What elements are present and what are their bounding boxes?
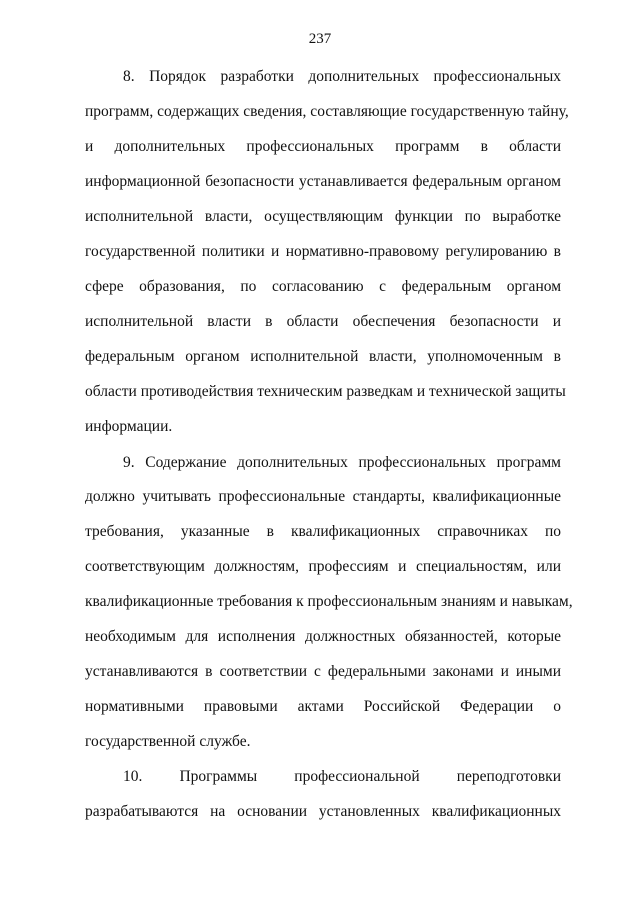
paragraph-9-line-4: соответствующим должностям, профессиям и специальностям, или [85,558,561,575]
paragraph-8-line-5: исполнительной власти, осуществляющим функции по выработке [85,208,561,225]
paragraph-8-line-4: информационной безопасности устанавливается федеральным органом [85,173,561,190]
paragraph-10-line-1: 10. Программы профессиональной переподготовки [123,768,561,785]
paragraph-8-line-2: программ, содержащих сведения, составляющие государственную тайну, [85,103,569,120]
paragraph-9-line-2: должно учитывать профессиональные стандарты, квалификационные [85,488,561,505]
paragraph-8-line-11: информации. [85,418,173,435]
paragraph-8-line-7: сфере образования, по согласованию с федеральным органом [85,278,561,295]
paragraph-9-line-8: нормативными правовыми актами Российской Федерации о [85,698,561,715]
paragraph-8-line-9: федеральным органом исполнительной власти, уполномоченным в [85,348,561,365]
paragraph-9-line-7: устанавливаются в соответствии с федеральными законами и иными [85,663,561,680]
paragraph-8-line-1: 8. Порядок разработки дополнительных профессиональных [123,68,561,85]
paragraph-10-line-2: разрабатываются на основании установленных квалификационных [85,803,561,820]
paragraph-9-line-3: требования, указанные в квалификационных справочниках по [85,523,561,540]
paragraph-8-line-3: и дополнительных профессиональных программ в области [85,138,561,155]
paragraph-8-line-6: государственной политики и нормативно-правовому регулированию в [85,243,561,260]
paragraph-9-line-9: государственной службе. [85,733,251,750]
paragraph-8-line-10: области противодействия техническим разведкам и технической защиты [85,383,566,400]
paragraph-9-line-1: 9. Содержание дополнительных профессиональных программ [123,454,561,471]
page-number: 237 [308,31,332,47]
paragraph-9-line-6: необходимым для исполнения должностных обязанностей, которые [85,628,561,645]
paragraph-8-line-8: исполнительной власти в области обеспечения безопасности и [85,313,561,330]
paragraph-9-line-5: квалификационные требования к профессиональным знаниям и навыкам, [85,593,573,610]
